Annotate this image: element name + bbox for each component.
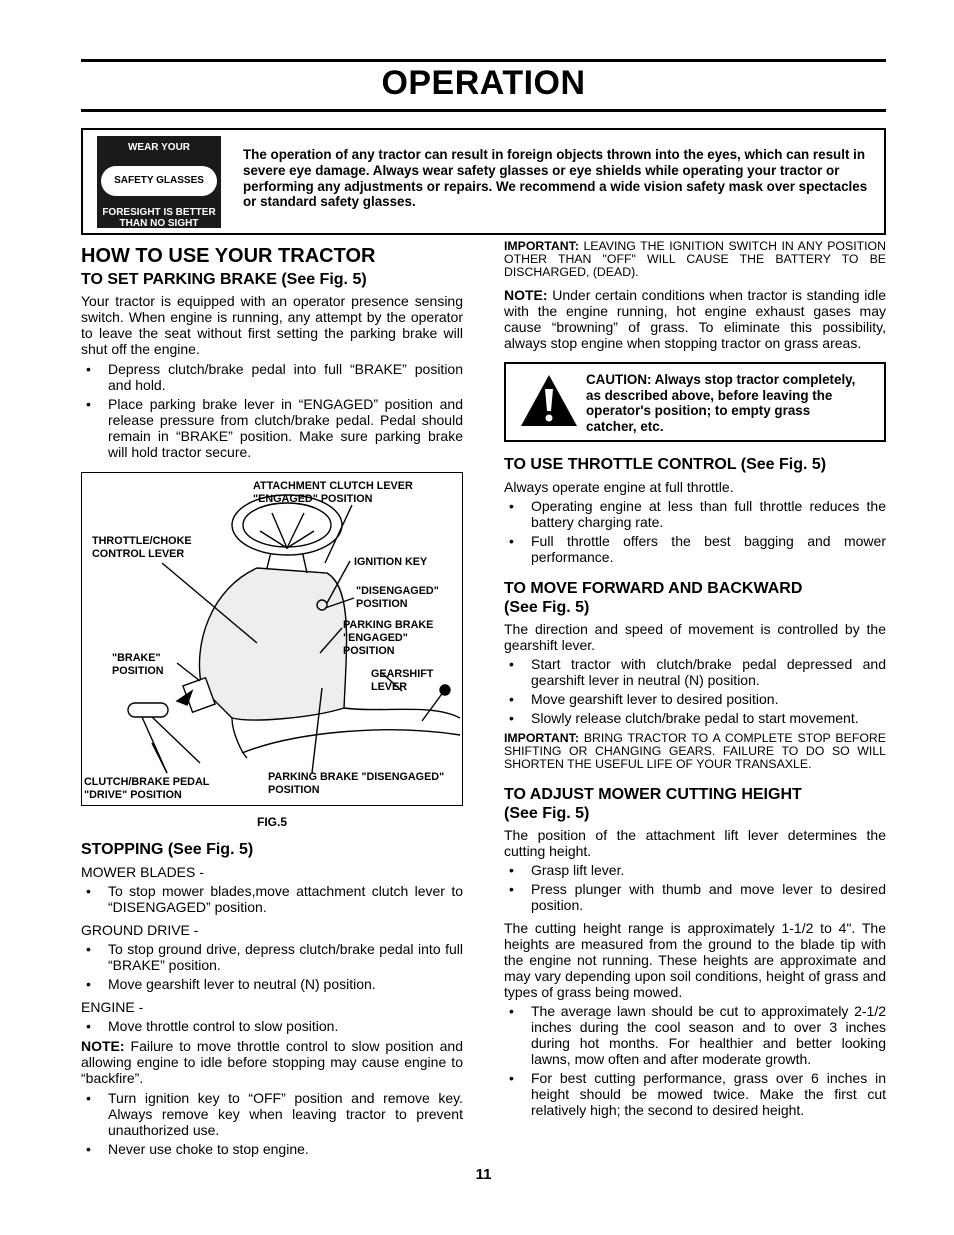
left-column-stopping	[81, 840, 463, 1157]
list-item: • Slowly release clutch/brake pedal to start movement.	[504, 710, 886, 726]
warning-triangle-icon	[518, 372, 580, 430]
note-text: Failure to move throttle control to slow position and allowing engine to idle before stopping may cause engine to “backfire”.	[81, 1038, 463, 1086]
important-gear-notice	[504, 732, 886, 771]
badge-glasses-text: SAFETY GLASSES	[101, 166, 217, 196]
note-text: Under certain conditions when tractor is standing idle with the engine running, hot engine exhaust gases may cause “browning” of grass. To eliminate this possibility, always stop engine when stopping tractor on grass areas.	[504, 287, 886, 351]
move-paragraph: The direction and speed of movement is controlled by the gearshift lever.	[504, 621, 886, 653]
label-attachment-clutch-lever: ATTACHMENT CLUTCH LEVER "ENGAGED" POSITION	[253, 480, 413, 505]
caution-box	[504, 362, 886, 442]
list-item: • Start tractor with clutch/brake pedal depressed and gearshift lever in neutral (N) position.	[504, 656, 886, 688]
ground-drive-label: GROUND DRIVE -	[81, 922, 199, 938]
label-parking-brake-engaged: PARKING BRAKE "ENGAGED" POSITION	[343, 619, 434, 657]
heading-line1: TO MOVE FORWARD AND BACKWARD	[504, 580, 803, 597]
list-item: • Move throttle control to slow position.	[81, 1018, 463, 1034]
label-disengaged-position: "DISENGAGED" POSITION	[356, 585, 439, 610]
right-column-top	[504, 240, 886, 351]
list-item: • Place parking brake lever in “ENGAGED” position and release pressure from clutch/brake pedal. Pedal should remain in “BRAKE” position. Make sure parking brake will hold tractor secure.	[81, 396, 463, 460]
safety-glasses-badge	[97, 136, 221, 228]
heading-line1: TO ADJUST MOWER CUTTING HEIGHT	[504, 786, 802, 803]
caution-text: CAUTION: Always stop tractor completely, as described above, before leaving the operator's position; to empty grass catcher, etc.	[586, 372, 856, 434]
heading-line2: (See Fig. 5)	[504, 805, 590, 822]
list-item: • To stop mower blades,move attachment clutch lever to “DISENGAGED” position.	[81, 883, 463, 915]
badge-bottom-text	[97, 207, 221, 229]
list-item: • Grasp lift lever.	[504, 862, 886, 878]
page-title: OPERATION	[381, 64, 586, 102]
label-brake-position: "BRAKE" POSITION	[112, 652, 164, 677]
engine-label: ENGINE -	[81, 999, 144, 1015]
exhaust-note	[504, 287, 886, 351]
title-rule	[81, 109, 886, 112]
heading-cutting-height	[504, 785, 886, 823]
height-paragraph-2: The cutting height range is approximately 1-1/2 to 4". The heights are measured from the ground to the blade tip with the engine not running. These heights are approximate and may vary depending upon soil conditions, height of grass and types of grass being mowed.	[504, 920, 886, 1000]
important-text: LEAVING THE IGNITION SWITCH IN ANY POSITION OTHER THAN "OFF" WILL CAUSE THE BATTERY TO BE DISCHARGED, (DEAD).	[504, 239, 886, 279]
list-item: • For best cutting performance, grass over 6 inches in height should be mowed twice. Make the first cut relatively high; the second to desired height.	[504, 1070, 886, 1118]
important-ignition-notice	[504, 240, 886, 279]
heading-throttle-control: TO USE THROTTLE CONTROL (See Fig. 5)	[504, 456, 827, 473]
badge-bottom-line1: FORESIGHT IS BETTER	[102, 207, 216, 218]
label-gearshift-lever: GEARSHIFT LEVER	[371, 668, 434, 693]
figure-5-tractor-controls	[81, 472, 463, 806]
throttle-paragraph: Always operate engine at full throttle.	[504, 479, 734, 495]
important-text: BRING TRACTOR TO A COMPLETE STOP BEFORE SHIFTING OR CHANGING GEARS. FAILURE TO DO SO WILL SHORTEN THE USEFUL LIFE OF YOUR TRANSAXLE.	[504, 731, 886, 771]
list-item: • Move gearshift lever to neutral (N) position.	[81, 976, 463, 992]
mower-blades-label: MOWER BLADES -	[81, 864, 204, 880]
note-label: NOTE:	[81, 1038, 125, 1054]
label-clutch-brake-pedal: CLUTCH/BRAKE PEDAL "DRIVE" POSITION	[84, 776, 210, 801]
stopping-note	[81, 1038, 463, 1086]
parking-paragraph: Your tractor is equipped with an operator presence sensing switch. When engine is running, any attempt by the operator to leave the seat without first setting the parking brake will shut off the engine.	[81, 293, 463, 357]
note-label: NOTE:	[504, 287, 548, 303]
section-heading-how-to-use: HOW TO USE YOUR TRACTOR	[81, 245, 376, 267]
heading-parking-brake: TO SET PARKING BRAKE (See Fig. 5)	[81, 271, 367, 288]
label-ignition-key: IGNITION KEY	[354, 556, 428, 568]
important-label: IMPORTANT:	[504, 239, 579, 253]
important-label: IMPORTANT:	[504, 731, 579, 745]
list-item: • To stop ground drive, depress clutch/brake pedal into full “BRAKE” position.	[81, 941, 463, 973]
right-column-throttle	[504, 455, 886, 1118]
list-item: • Never use choke to stop engine.	[81, 1141, 463, 1157]
left-column-top	[81, 245, 463, 460]
list-item: • Turn ignition key to “OFF” position and remove key. Always remove key when leaving tractor to prevent unauthorized use.	[81, 1090, 463, 1138]
badge-bottom-line2: THAN NO SIGHT	[119, 218, 199, 229]
label-throttle-choke-lever: THROTTLE/CHOKE CONTROL LEVER	[92, 535, 192, 560]
label-parking-brake-disengaged: PARKING BRAKE "DISENGAGED" POSITION	[268, 771, 445, 796]
list-item: • Press plunger with thumb and move lever to desired position.	[504, 881, 886, 913]
safety-notice	[81, 128, 886, 235]
list-item: • Depress clutch/brake pedal into full “BRAKE” position and hold.	[81, 361, 463, 393]
top-rule	[81, 59, 886, 62]
list-item: • Move gearshift lever to desired position.	[504, 691, 886, 707]
height-paragraph-1: The position of the attachment lift lever determines the cutting height.	[504, 827, 886, 859]
page-number: 11	[475, 1166, 492, 1183]
figure-caption: FIG.5	[256, 815, 287, 829]
badge-top-text: WEAR YOUR	[127, 142, 191, 153]
heading-line2: (See Fig. 5)	[504, 599, 590, 616]
heading-stopping: STOPPING (See Fig. 5)	[81, 841, 254, 858]
safety-warning-text: The operation of any tractor can result in foreign objects thrown into the eyes, which can result in severe eye damage. Always wear safety glasses or eye shields while operating your tractor or performing any adjustments or repairs. We recommend a wide vision safety mask over spectacles or standard safety glasses.	[243, 147, 868, 210]
heading-forward-backward	[504, 579, 886, 617]
list-item: • Operating engine at less than full throttle reduces the battery charging rate.	[504, 498, 886, 530]
list-item: • Full throttle offers the best bagging and mower performance.	[504, 533, 886, 565]
list-item: • The average lawn should be cut to approximately 2-1/2 inches during the cool season and to over 3 inches during hot months. For healthier and better looking lawns, mow often and after moderate growth.	[504, 1003, 886, 1067]
